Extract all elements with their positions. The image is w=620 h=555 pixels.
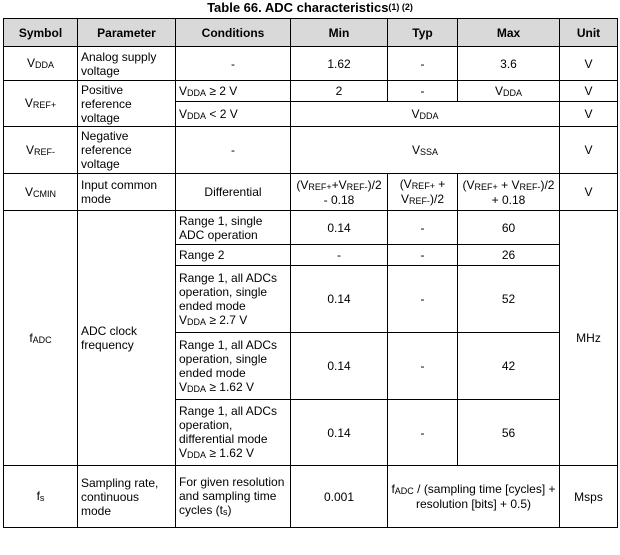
- typ-part: )/2: [430, 192, 445, 206]
- max-subscript: REF+: [474, 181, 498, 192]
- conditions-cell: Differential: [176, 174, 291, 211]
- symbol-subscript: REF+: [32, 100, 57, 110]
- symbol-cell: [4, 47, 78, 81]
- typ-subscript: REF+: [411, 181, 435, 191]
- symbol-cell: [4, 466, 78, 528]
- symbol-cell: [4, 211, 78, 466]
- value-subscript: DDA: [419, 110, 439, 121]
- conditions-cell: [176, 81, 291, 102]
- symbol-cell: [4, 81, 78, 127]
- formula-subscript: ADC: [394, 486, 414, 496]
- max-cell: 42: [458, 333, 560, 400]
- symbol-cell: [4, 127, 78, 174]
- header-unit: Unit: [560, 19, 618, 47]
- min-part: )/2: [367, 177, 382, 192]
- max-subscript: DDA: [503, 87, 523, 98]
- min-cell: -: [291, 245, 388, 266]
- cond-subscript: DDA: [187, 87, 207, 98]
- cond-subscript: DDA: [187, 110, 207, 121]
- table-title: [0, 0, 620, 18]
- cond-rest: ≥ 1.62 V: [206, 446, 254, 460]
- max-cell: [458, 81, 560, 102]
- cond-subscript: DDA: [187, 383, 207, 394]
- max-cell: 26: [458, 245, 560, 266]
- symbol-cell: [4, 174, 78, 211]
- cond-symbol: V: [179, 312, 188, 327]
- table-title-text: Table 66. ADC characteristics: [207, 0, 389, 15]
- unit-cell: V: [560, 47, 618, 81]
- min-cell: 1.62: [291, 47, 388, 81]
- header-min: Min: [291, 19, 388, 47]
- table-row: [4, 466, 618, 528]
- table-row: [4, 47, 618, 81]
- cond-rest: < 2 V: [206, 106, 238, 121]
- symbol-subscript: s: [39, 493, 45, 503]
- typ-cell: -: [388, 211, 458, 245]
- table-row: [4, 211, 618, 245]
- table-title-notes: (1) (2): [388, 2, 413, 12]
- conditions-cell: Range 1, single ADC operation: [176, 211, 291, 245]
- cond-rest: ≥ 1.62 V: [206, 379, 254, 394]
- parameter-cell: Sampling rate, continuous mode: [78, 466, 176, 528]
- conditions-cell: [176, 266, 291, 333]
- formula-rest: / (sampling time [cycles] + resolution [bits] + 0.5): [413, 482, 556, 511]
- conditions-cell: Range 2: [176, 245, 291, 266]
- value-symbol: V: [411, 106, 420, 121]
- merged-value-cell: [291, 127, 560, 174]
- typ-cell: -: [388, 245, 458, 266]
- typ-cell: -: [388, 81, 458, 102]
- value-subscript: SSA: [420, 146, 439, 157]
- typ-part: (V: [399, 177, 412, 191]
- unit-cell: V: [560, 127, 618, 174]
- value-symbol: V: [411, 142, 420, 157]
- min-cell: 2: [291, 81, 388, 102]
- conditions-cell: [176, 333, 291, 400]
- cond-rest: ≥ 2.7 V: [206, 312, 248, 327]
- min-cell: 0.14: [291, 333, 388, 400]
- adc-characteristics-table: [3, 18, 618, 528]
- parameter-cell: Positive reference voltage: [78, 81, 176, 127]
- formula-symbol: f: [391, 482, 395, 496]
- cond-symbol: V: [179, 83, 188, 98]
- max-cell: [458, 174, 560, 211]
- cond-text: Range 1, all ADCs operation, single ended mode: [179, 270, 278, 313]
- max-cell: 52: [458, 266, 560, 333]
- unit-cell: V: [560, 81, 618, 102]
- typ-cell: -: [388, 400, 458, 466]
- min-subscript: REF-: [346, 181, 368, 192]
- max-symbol: V: [494, 83, 503, 98]
- typ-subscript: REF-: [409, 196, 430, 206]
- max-subscript: REF-: [519, 181, 541, 192]
- header-parameter: Parameter: [78, 19, 176, 47]
- min-cell: 0.14: [291, 400, 388, 466]
- min-subscript: REF+: [308, 181, 332, 192]
- cond-rest: ≥ 2 V: [206, 83, 238, 98]
- symbol-text: V: [24, 184, 33, 199]
- symbol-text: V: [26, 56, 35, 70]
- cond-symbol: V: [179, 446, 188, 460]
- header-row: [4, 19, 618, 47]
- cond-rest: ): [227, 503, 232, 517]
- cond-subscript: s: [223, 507, 228, 517]
- table-row: [4, 127, 618, 174]
- max-cell: 56: [458, 400, 560, 466]
- parameter-cell: Analog supply voltage: [78, 47, 176, 81]
- max-part: (V: [462, 177, 475, 192]
- typ-cell: [388, 174, 458, 211]
- unit-cell: V: [560, 102, 618, 127]
- table-row: [4, 174, 618, 211]
- cond-subscript: DDA: [187, 450, 207, 460]
- table-row: [4, 81, 618, 102]
- cond-subscript: DDA: [187, 316, 207, 327]
- symbol-subscript: CMIN: [33, 188, 56, 199]
- typ-cell: -: [388, 47, 458, 81]
- symbol-text: V: [24, 96, 33, 110]
- max-part: + V: [497, 177, 520, 192]
- header-max: Max: [458, 19, 560, 47]
- symbol-subscript: DDA: [35, 60, 55, 70]
- unit-cell: V: [560, 174, 618, 211]
- cond-symbol: V: [179, 106, 188, 121]
- cond-text: Range 1, all ADCs operation, differential mode: [179, 404, 278, 446]
- symbol-text: f: [36, 489, 40, 503]
- parameter-cell: ADC clock frequency: [78, 211, 176, 466]
- min-cell: 0.001: [291, 466, 388, 528]
- conditions-cell: [176, 466, 291, 528]
- typ-cell: -: [388, 333, 458, 400]
- symbol-text: f: [29, 330, 33, 345]
- conditions-cell: [176, 102, 291, 127]
- typ-part: V: [400, 192, 409, 206]
- unit-cell: Msps: [560, 466, 618, 528]
- min-line2: - 0.18: [323, 192, 355, 207]
- unit-cell: MHz: [560, 211, 618, 466]
- max-cell: 3.6: [458, 47, 560, 81]
- header-conditions: Conditions: [176, 19, 291, 47]
- header-typ: Typ: [388, 19, 458, 47]
- parameter-cell: Input common mode: [78, 174, 176, 211]
- cond-text: Range 1, all ADCs operation, single ended mode: [179, 337, 278, 380]
- symbol-text: V: [25, 142, 34, 157]
- max-line2: + 0.18: [491, 192, 526, 207]
- typ-cell: -: [388, 266, 458, 333]
- min-cell: [291, 174, 388, 211]
- min-cell: 0.14: [291, 211, 388, 245]
- max-cell: 60: [458, 211, 560, 245]
- merged-value-cell: [291, 102, 560, 127]
- symbol-subscript: ADC: [32, 334, 52, 345]
- symbol-subscript: REF-: [34, 146, 55, 157]
- merged-formula-cell: [388, 466, 560, 528]
- conditions-cell: -: [176, 47, 291, 81]
- min-cell: 0.14: [291, 266, 388, 333]
- cond-text: For given resolution and sampling time cycles (t: [179, 475, 285, 517]
- min-part: (V: [296, 177, 309, 192]
- conditions-cell: [176, 400, 291, 466]
- typ-part: +: [434, 177, 446, 191]
- min-part: +V: [331, 177, 347, 192]
- max-part: )/2: [540, 177, 555, 192]
- header-symbol: Symbol: [4, 19, 78, 47]
- parameter-cell: Negative reference voltage: [78, 127, 176, 174]
- cond-symbol: V: [179, 379, 188, 394]
- conditions-cell: -: [176, 127, 291, 174]
